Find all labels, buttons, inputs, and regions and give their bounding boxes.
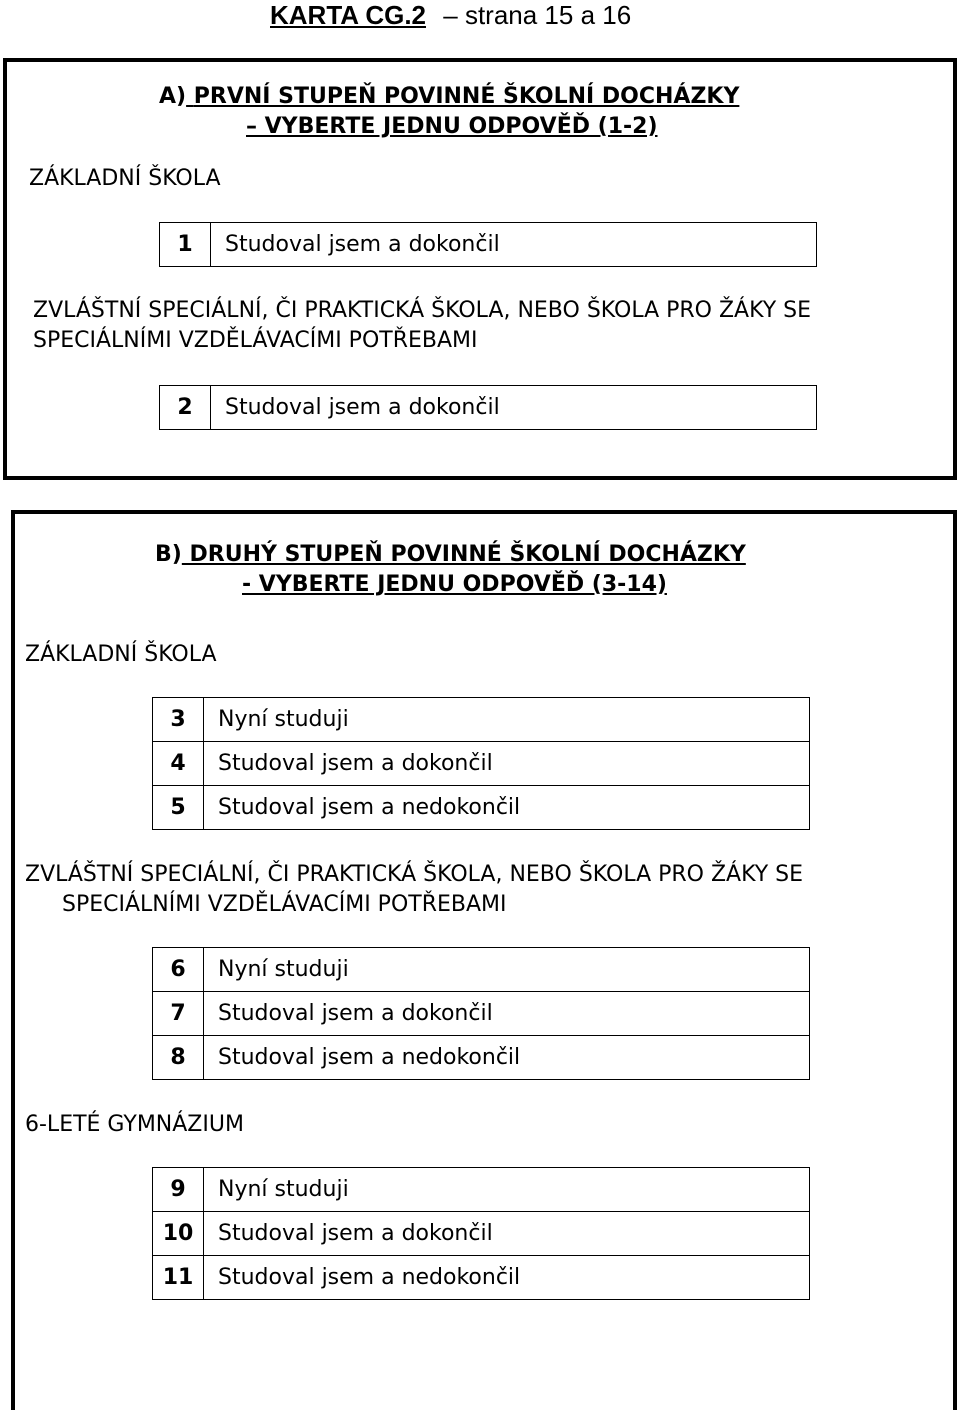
option-number: 5 [153, 786, 204, 829]
section-a-group2-label-line1: ZVLÁŠTNÍ SPECIÁLNÍ, ČI PRAKTICKÁ ŠKOLA, NEBO ŠKOLA PRO ŽÁKY SE [33, 298, 812, 323]
card-code: KARTA CG.2 [270, 0, 426, 30]
option-row[interactable] [153, 1036, 809, 1080]
page-header [270, 0, 631, 30]
option-text: Studoval jsem a dokončil [218, 1221, 493, 1246]
option-row[interactable] [153, 1212, 809, 1256]
option-row[interactable] [153, 1256, 809, 1300]
section-b-group2-label-line2: SPECIÁLNÍMI VZDĚLÁVACÍMI POTŘEBAMI [62, 892, 507, 917]
section-b-group2-label-line1: ZVLÁŠTNÍ SPECIÁLNÍ, ČI PRAKTICKÁ ŠKOLA, NEBO ŠKOLA PRO ŽÁKY SE [25, 862, 804, 887]
option-row[interactable] [153, 948, 809, 992]
section-b-prefix: B) [155, 542, 182, 567]
section-second-stage [11, 510, 957, 1410]
option-text: Studoval jsem a nedokončil [218, 795, 521, 820]
option-number: 7 [153, 992, 204, 1035]
section-a-title-line2: – VYBERTE JEDNU ODPOVĚĎ (1-2) [246, 114, 658, 139]
option-text: Nyní studuji [218, 707, 349, 732]
section-a-group2-label-line2: SPECIÁLNÍMI VZDĚLÁVACÍMI POTŘEBAMI [33, 328, 478, 353]
section-a-group1-options [159, 222, 817, 267]
section-a-group2-options [159, 385, 817, 430]
option-text: Studoval jsem a dokončil [218, 1001, 493, 1026]
option-text: Studoval jsem a nedokončil [218, 1045, 521, 1070]
option-number: 8 [153, 1036, 204, 1079]
option-text: Studoval jsem a dokončil [218, 751, 493, 776]
option-number: 4 [153, 742, 204, 785]
option-row[interactable] [153, 1168, 809, 1212]
option-number: 11 [153, 1256, 204, 1299]
section-b-group3-label: 6-LETÉ GYMNÁZIUM [25, 1112, 244, 1137]
section-b-group1-label: ZÁKLADNÍ ŠKOLA [25, 642, 217, 667]
option-row[interactable] [160, 386, 816, 430]
option-text: Nyní studuji [218, 1177, 349, 1202]
page-range: strana 15 a 16 [464, 0, 632, 30]
section-b-title-line2: - VYBERTE JEDNU ODPOVĚĎ (3-14) [242, 572, 667, 597]
option-row[interactable] [153, 992, 809, 1036]
header-dash: – [443, 0, 458, 30]
section-b-group2-options [152, 947, 810, 1080]
option-row[interactable] [153, 786, 809, 830]
option-row[interactable] [153, 698, 809, 742]
option-row[interactable] [153, 742, 809, 786]
option-number: 6 [153, 948, 204, 991]
section-b-group1-options [152, 697, 810, 830]
option-text: Studoval jsem a dokončil [225, 395, 500, 420]
option-text: Nyní studuji [218, 957, 349, 982]
option-number: 9 [153, 1168, 204, 1211]
section-b-title-line1: B) DRUHÝ STUPEŇ POVINNÉ ŠKOLNÍ DOCHÁZKY [155, 540, 746, 570]
option-number: 1 [160, 223, 211, 266]
option-row[interactable] [160, 223, 816, 267]
section-a-prefix: A) [159, 84, 187, 109]
option-number: 2 [160, 386, 211, 429]
option-text: Studoval jsem a nedokončil [218, 1265, 521, 1290]
section-first-stage [3, 58, 957, 480]
option-number: 3 [153, 698, 204, 741]
option-text: Studoval jsem a dokončil [225, 232, 500, 257]
section-b-group3-options [152, 1167, 810, 1300]
option-number: 10 [153, 1212, 204, 1255]
section-a-title-line1: A) PRVNÍ STUPEŇ POVINNÉ ŠKOLNÍ DOCHÁZKY [159, 82, 739, 112]
section-a-group1-label: ZÁKLADNÍ ŠKOLA [29, 166, 221, 191]
